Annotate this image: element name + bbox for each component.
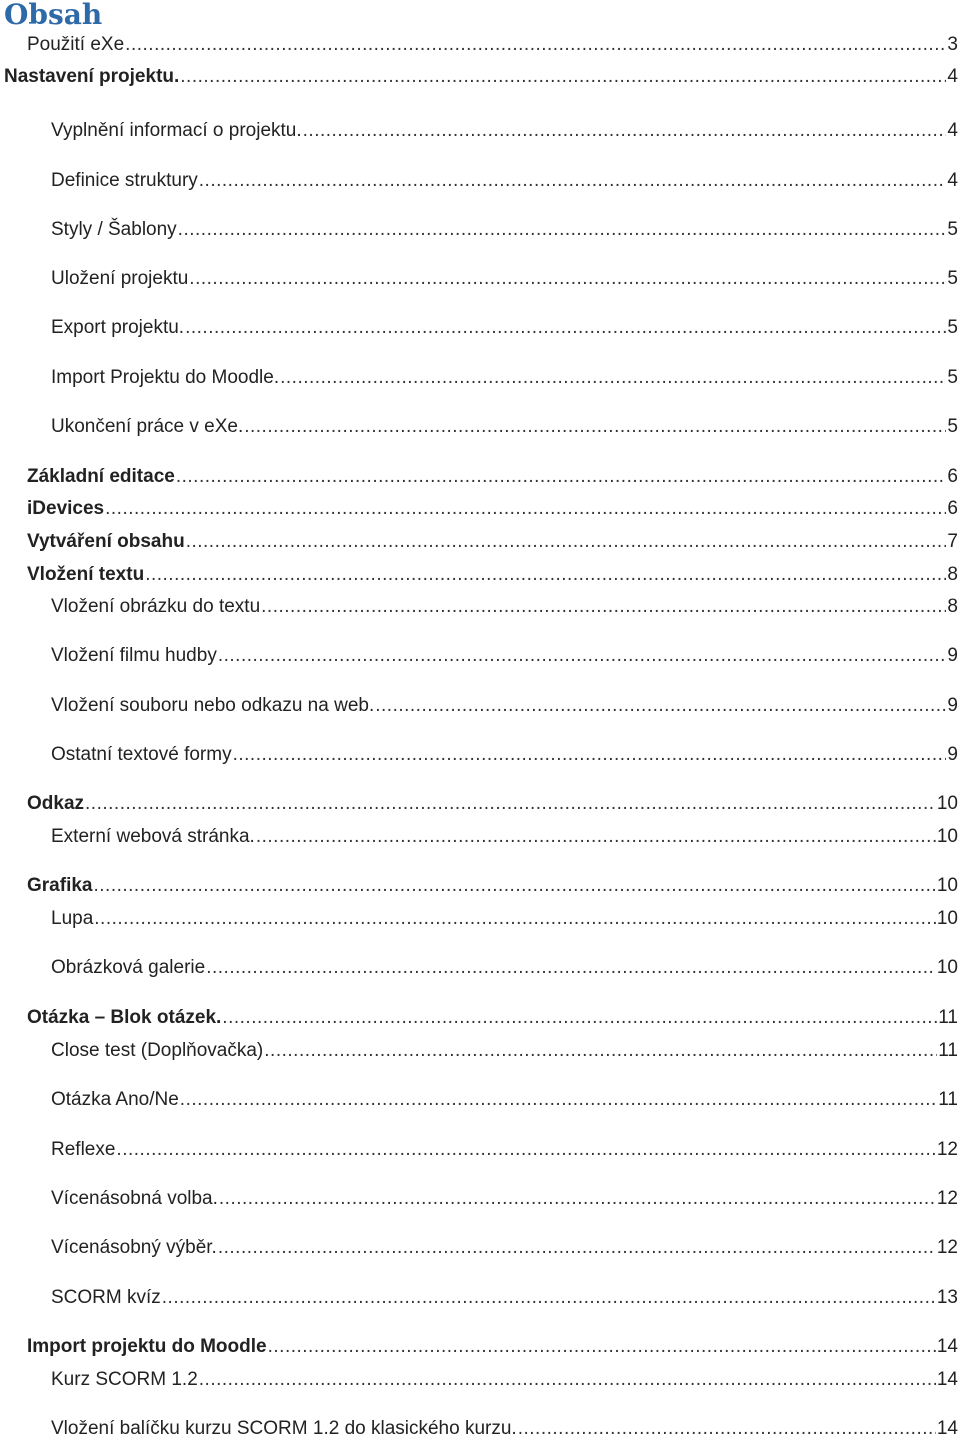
dot-leader: [218, 1235, 936, 1261]
dot-leader: [268, 1334, 936, 1360]
toc-entry[interactable]: [51, 1137, 958, 1163]
toc-entry-label: Ostatní textové formy: [51, 744, 232, 765]
dot-leader: [105, 496, 946, 522]
toc-entry-label: Export projektu.: [51, 317, 185, 338]
toc-entry[interactable]: [51, 824, 958, 850]
toc-entry[interactable]: [51, 693, 958, 719]
toc-entry[interactable]: [51, 118, 958, 144]
toc-entry[interactable]: [51, 217, 958, 243]
toc-entry[interactable]: [51, 1367, 958, 1393]
dot-leader: [180, 1087, 937, 1113]
toc-entry[interactable]: [27, 496, 958, 522]
toc-entry[interactable]: [4, 64, 958, 90]
toc-entry[interactable]: [51, 1038, 958, 1064]
toc-entry-label: Kurz SCORM 1.2: [51, 1369, 198, 1390]
toc-entry-page-number: 10: [936, 875, 958, 896]
toc-entry-page-number: 4: [947, 120, 958, 141]
toc-entry[interactable]: [27, 1334, 958, 1360]
toc-entry-page-number: 9: [947, 744, 958, 765]
dot-leader: [199, 168, 947, 194]
toc-entry-page-number: 11: [938, 1040, 958, 1061]
toc-title: Obsah: [4, 0, 103, 31]
toc-entry-page-number: 9: [947, 645, 958, 666]
toc-entry[interactable]: [51, 365, 958, 391]
dot-leader: [180, 64, 946, 90]
dot-leader: [256, 824, 936, 850]
toc-entry[interactable]: [27, 873, 958, 899]
toc-entry[interactable]: [51, 1285, 958, 1311]
toc-entry-label: Import Projektu do Moodle.: [51, 367, 280, 388]
toc-entry[interactable]: [27, 562, 958, 588]
toc-entry-label: Otázka – Blok otázek.: [27, 1007, 222, 1028]
dot-leader: [145, 562, 946, 588]
toc-entry-label: Reflexe: [51, 1139, 116, 1160]
toc-entry-page-number: 8: [947, 564, 958, 585]
dot-leader: [375, 693, 946, 719]
toc-entry-label: SCORM kvíz: [51, 1287, 161, 1308]
toc-entry-page-number: 5: [947, 317, 958, 338]
toc-entry-label: Základní editace: [27, 466, 175, 487]
toc-entry-label: Ukončení práce v eXe.: [51, 416, 244, 437]
dot-leader: [189, 266, 946, 292]
toc-entry-label: Vložení filmu hudby: [51, 645, 217, 666]
dot-leader: [94, 906, 936, 932]
toc-entry[interactable]: [51, 1235, 958, 1261]
toc-entry[interactable]: [27, 529, 958, 555]
dot-leader: [518, 1416, 936, 1442]
toc-entry-page-number: 10: [936, 957, 958, 978]
toc-entry-page-number: 8: [947, 596, 958, 617]
toc-entry[interactable]: [51, 1186, 958, 1212]
toc-entry-page-number: 12: [936, 1237, 958, 1258]
toc-entry-page-number: 14: [936, 1369, 958, 1390]
toc-entry-label: Vložení textu: [27, 564, 145, 585]
toc-entry-label: Externí webová stránka.: [51, 826, 255, 847]
dot-leader: [93, 873, 935, 899]
dot-leader: [244, 414, 946, 440]
toc-entry-label: Odkaz: [27, 793, 85, 814]
dot-leader: [185, 315, 946, 341]
toc-entry-page-number: 14: [936, 1336, 958, 1357]
dot-leader: [186, 529, 947, 555]
dot-leader: [261, 594, 946, 620]
toc-entry-page-number: 10: [936, 826, 958, 847]
toc-entry[interactable]: [51, 1087, 958, 1113]
toc-entry-label: Vyplnění informací o projektu.: [51, 120, 302, 141]
toc-entry-page-number: 11: [938, 1007, 958, 1028]
toc-entry-label: iDevices: [27, 498, 105, 519]
toc-entry-page-number: 5: [947, 367, 958, 388]
toc-entry-page-number: 7: [947, 531, 958, 552]
toc-entry[interactable]: [51, 266, 958, 292]
toc-entry-page-number: 10: [936, 793, 958, 814]
dot-leader: [178, 217, 947, 243]
toc-entry[interactable]: [51, 742, 958, 768]
toc-entry-page-number: 6: [947, 466, 958, 487]
dot-leader: [264, 1038, 937, 1064]
toc-entry[interactable]: [51, 594, 958, 620]
toc-entry[interactable]: [27, 791, 958, 817]
toc-entry[interactable]: [51, 315, 958, 341]
toc-entry-page-number: 9: [947, 695, 958, 716]
toc-entry[interactable]: [51, 643, 958, 669]
toc-entry-label: Import projektu do Moodle: [27, 1336, 267, 1357]
dot-leader: [219, 1186, 936, 1212]
toc-entry-label: Vložení obrázku do textu: [51, 596, 261, 617]
dot-leader: [206, 955, 936, 981]
toc-entry-label: Obrázková galerie: [51, 957, 206, 978]
toc-entry-page-number: 5: [947, 416, 958, 437]
dot-leader: [125, 32, 946, 58]
toc-entry-page-number: 12: [936, 1188, 958, 1209]
dot-leader: [85, 791, 936, 817]
toc-entry-label: Lupa: [51, 908, 94, 929]
toc-entry-label: Vložení souboru nebo odkazu na web.: [51, 695, 375, 716]
toc-entry-label: Grafika: [27, 875, 93, 896]
toc-entry[interactable]: [27, 32, 958, 58]
toc-entry[interactable]: [27, 464, 958, 490]
toc-entry-label: Uložení projektu: [51, 268, 189, 289]
toc-entry[interactable]: [51, 1416, 958, 1442]
dot-leader: [162, 1285, 936, 1311]
toc-entry[interactable]: [51, 955, 958, 981]
dot-leader: [199, 1367, 936, 1393]
toc-entry[interactable]: [51, 906, 958, 932]
toc-entry-page-number: 6: [947, 498, 958, 519]
toc-entry-label: Styly / Šablony: [51, 219, 177, 240]
toc-entry-label: Použití eXe: [27, 34, 125, 55]
toc-entry-page-number: 5: [947, 268, 958, 289]
toc-entry-label: Vícenásobná volba.: [51, 1188, 218, 1209]
toc-entry-label: Vytváření obsahu: [27, 531, 185, 552]
toc-entry-page-number: 5: [947, 219, 958, 240]
toc-entry-page-number: 14: [936, 1418, 958, 1439]
dot-leader: [303, 118, 947, 144]
toc-entry-page-number: 3: [947, 34, 958, 55]
toc-entry-page-number: 4: [947, 66, 958, 87]
dot-leader: [176, 464, 947, 490]
toc-entry-page-number: 4: [947, 170, 958, 191]
dot-leader: [116, 1137, 935, 1163]
toc-entry-label: Otázka Ano/Ne: [51, 1089, 179, 1110]
dot-leader: [222, 1005, 937, 1031]
dot-leader: [218, 643, 947, 669]
toc-entry[interactable]: [51, 414, 958, 440]
dot-leader: [233, 742, 947, 768]
toc-entry[interactable]: [51, 168, 958, 194]
toc-entry-label: Vícenásobný výběr.: [51, 1237, 217, 1258]
toc-entry[interactable]: [27, 1005, 958, 1031]
toc-entry-page-number: 10: [936, 908, 958, 929]
toc-entry-page-number: 13: [936, 1287, 958, 1308]
toc-entry-label: Definice struktury: [51, 170, 198, 191]
toc-entry-label: Close test (Doplňovačka): [51, 1040, 264, 1061]
dot-leader: [280, 365, 946, 391]
toc-entry-page-number: 12: [936, 1139, 958, 1160]
toc-entry-label: Vložení balíčku kurzu SCORM 1.2 do klasického kurzu.: [51, 1418, 517, 1439]
toc-entry-label: Nastavení projektu.: [4, 66, 180, 87]
toc-entry-page-number: 11: [938, 1089, 958, 1110]
